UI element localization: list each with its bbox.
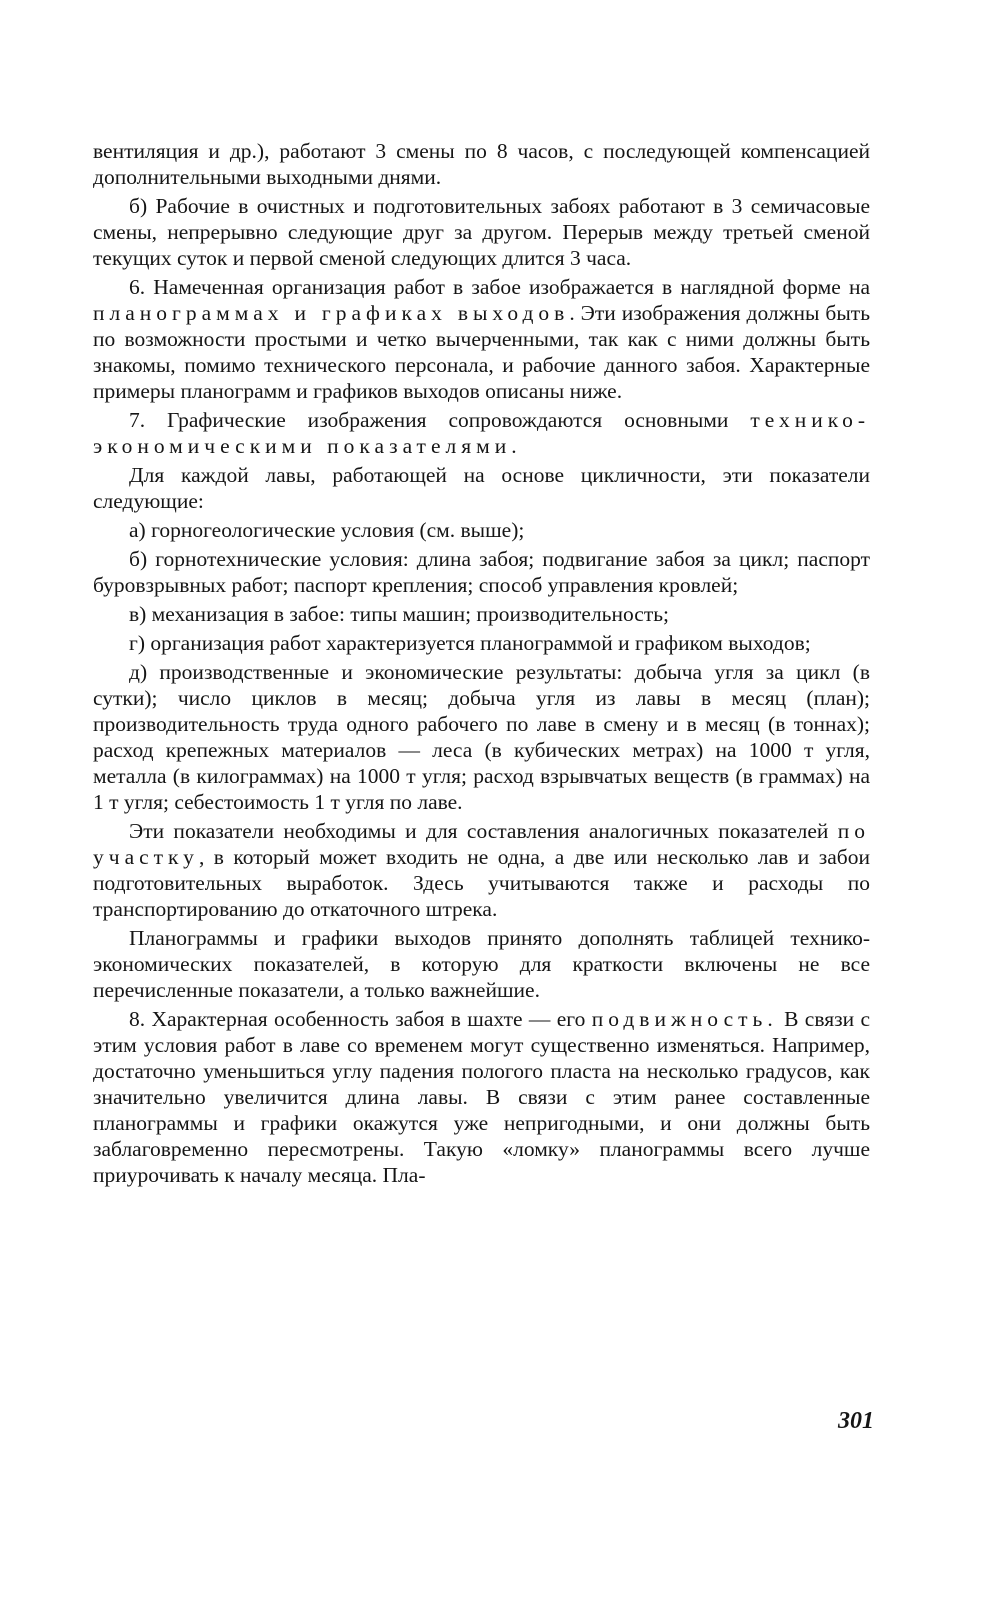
paragraph-text: 6. Намеченная организация работ в забое изображается в наглядной форме на (129, 275, 870, 299)
paragraph-text: б) Рабочие в очистных и подготовительных забоях работают в 3 семичасовые смены, непрерывно следующие друг за другом. Перерыв между третьей сменой текущих суток и первой сменой следующих длится 3 часа. (93, 194, 870, 270)
paragraph-8 (93, 1006, 870, 1188)
paragraph-text: а) горногеологические условия (см. выше); (129, 518, 525, 542)
paragraph-text: Планограммы и графики выходов принято дополнять таблицей технико-экономических показателей, в которую для краткости включены не все перечисленные показатели, а только важнейшие. (93, 926, 870, 1002)
paragraph-text: вентиляция и др.), работают 3 смены по 8 часов, с последующей компенсацией дополнительными выходными днями. (93, 139, 870, 189)
list-item-a (93, 517, 870, 543)
paragraph-3 (93, 274, 870, 404)
paragraph-4 (93, 407, 870, 459)
paragraph-text: 7. Графические изображения сопровождаются основными (129, 408, 751, 432)
spaced-emphasis: технико-экономическими показателями (93, 408, 870, 458)
page-number: 301 (838, 1408, 874, 1434)
paragraph-text: 8. Характерная особенность забоя в шахте — его (129, 1007, 592, 1031)
paragraph-text: в) механизация в забое: типы машин; производительность; (129, 602, 669, 626)
paragraph-text: . (511, 434, 517, 458)
spaced-emphasis: подвижность. (591, 1007, 778, 1031)
page-text (93, 138, 870, 1191)
spaced-emphasis: по участку (93, 819, 870, 869)
paragraph-1 (93, 138, 870, 190)
paragraph-7 (93, 925, 870, 1003)
list-item-g (93, 630, 870, 656)
paragraph-2 (93, 193, 870, 271)
paragraph-text: Эти показатели необходимы и для составления аналогичных показателей (129, 819, 838, 843)
list-item-d (93, 659, 870, 815)
paragraph-text: д) производственные и экономические результаты: добыча угля за цикл (в сутки); число циклов в месяц; добыча угля из лавы в месяц (план); производительность труда одного рабочего по лаве в смену и в месяц (в тоннах); расход крепежных материалов — леса (в кубических метрах) на 1000 т угля, металла (в килограммах) на 1000 т угля; расход взрывчатых веществ (в граммах) на 1 т угля; себестоимость 1 т угля по лаве. (93, 660, 870, 814)
list-item-v (93, 601, 870, 627)
paragraph-text: Для каждой лавы, работающей на основе цикличности, эти показатели следующие: (93, 463, 870, 513)
paragraph-6 (93, 818, 870, 922)
paragraph-text: В связи с этим условия работ в лаве со временем могут существенно изменяться. Например, достаточно уменьшиться углу падения пологого пласта на несколько градусов, как значительно увеличится длина лавы. В связи с этим ранее составленные планограммы и графики окажутся уже непригодными, и они должны быть заблаговременно пересмотрены. Такую «ломку» планограммы всего лучше приурочивать к началу месяца. Пла- (93, 1007, 871, 1187)
paragraph-text: , в который может входить не одна, а две или несколько лав и забои подготовительных выработок. Здесь учитываются также и расходы по транспортированию до откаточного штрека. (93, 845, 870, 921)
paragraph-text: б) горнотехнические условия: длина забоя; подвигание забоя за цикл; паспорт буровзрывных работ; паспорт крепления; способ управления кровлей; (93, 547, 870, 597)
paragraph-text: . Эти изображения должны быть по возможности простыми и четко вычерченными, так как с ними должны быть знакомы, помимо технического персонала, и рабочие данного забоя. Характерные примеры планограмм и графиков выходов описаны ниже. (93, 301, 870, 403)
list-item-b (93, 546, 870, 598)
paragraph-5 (93, 462, 870, 514)
spaced-emphasis: планограммах и графиках выходов (93, 301, 570, 325)
paragraph-text: г) организация работ характеризуется планограммой и графиком выходов; (129, 631, 811, 655)
